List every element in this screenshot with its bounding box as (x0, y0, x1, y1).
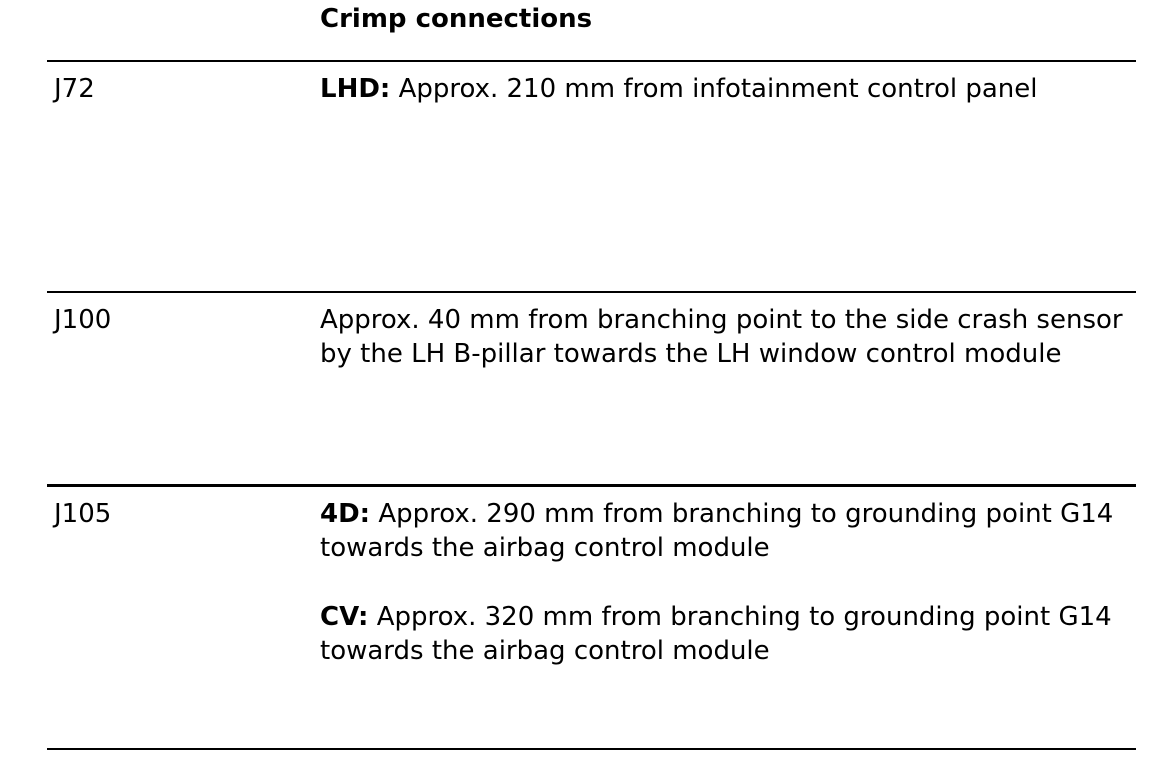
description-label: LHD: (320, 74, 391, 104)
connection-code: J100 (54, 305, 112, 335)
description-entry (320, 497, 1130, 565)
description-text: Approx. 320 mm from branching to grounding point G14 towards the airbag control module (320, 602, 1112, 666)
description-entry (320, 72, 1130, 106)
connection-code: J105 (54, 499, 112, 529)
connection-description (320, 497, 1130, 668)
description-text: Approx. 210 mm from infotainment control panel (390, 74, 1038, 104)
description-text: Approx. 40 mm from branching point to the side crash sensor by the LH B-pillar towards the LH window control module (320, 305, 1123, 369)
connection-code: J72 (54, 74, 95, 104)
description-label: CV: (320, 602, 369, 632)
description-entry (320, 600, 1130, 668)
table-bottom-rule (47, 748, 1136, 750)
header-rule (47, 60, 1136, 62)
description-entry (320, 303, 1130, 371)
row-divider (47, 291, 1136, 293)
connection-description (320, 303, 1130, 371)
description-text: Approx. 290 mm from branching to grounding point G14 towards the airbag control module (320, 499, 1114, 563)
connection-description (320, 72, 1130, 106)
table-heading: Crimp connections (320, 4, 593, 34)
description-label: 4D: (320, 499, 371, 529)
row-divider (47, 484, 1136, 487)
